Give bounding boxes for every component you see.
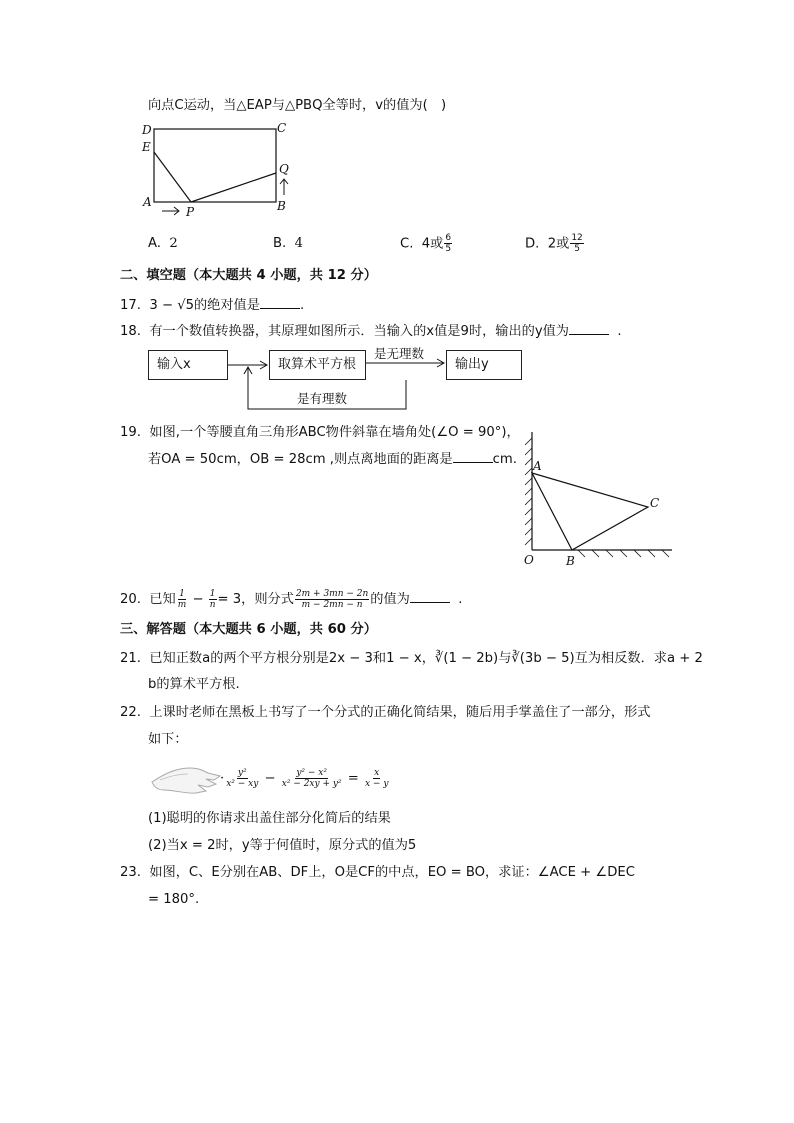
q16-option-d: D. 2或 $\frac{12}{5}$	[525, 233, 583, 254]
q16-stem-tail: 向点C运动，当△EAP与△PBQ全等时，v的值为( )	[148, 98, 447, 113]
flow-input-box: 输入x	[148, 350, 228, 380]
q16-option-b: B. 4	[273, 236, 304, 251]
q22-expression: · $\frac{\text{y²}}{\text{x² − xy}}$ − $\frac{\text{y² − x²}}{\text{x² − 2xy + y²}}$ = $\frac{x}{x - y}$	[220, 768, 389, 789]
q16-option-c: C. 4或 $\frac{6}{5}$	[400, 233, 452, 254]
label-E: E	[142, 140, 151, 154]
q19-wall-corner-figure	[512, 428, 682, 570]
q21-line1: 21. 已知正数a的两个平方根分别是2x − 3和1 − x，∛(1 − 2b)与∛(3b − 5)互为相反数．求a + 2	[120, 651, 703, 666]
q22-line1: 22. 上课时老师在黑板上书写了一个分式的正确化简结果，随后用手掌盖住了一部分，形式	[120, 705, 651, 720]
q22-sub1: (1)聪明的你请求出盖住部分化简后的结果	[148, 811, 391, 826]
label-A: A	[143, 195, 152, 209]
flow-label-rational: 是有理数	[297, 391, 348, 406]
label-C: C	[277, 121, 287, 135]
label-A: A	[533, 459, 542, 473]
section3-title: 三、解答题（本大题共 6 小题，共 60 分）	[120, 622, 377, 637]
q19-line2: 若OA = 50cm，OB = 28cm ,则点离地面的距离是 cm.	[148, 452, 517, 467]
label-B: B	[566, 554, 575, 568]
label-O: O	[524, 553, 534, 567]
label-D: D	[142, 123, 152, 137]
q16-option-a: A. 2	[148, 236, 178, 251]
q22-line2: 如下：	[148, 732, 188, 747]
q18: 18. 有一个数值转换器，其原理如图所示．当输入的x值是9时，输出的y值为 .	[120, 324, 622, 339]
q20: 20. 已知 $\frac{1}{m}$ − $\frac{1}{n}$ = 3，则分式 $\frac{2m + 3mn - 2n}{m - 2mn - n}$ 的值为 .	[120, 588, 463, 610]
label-B: B	[277, 199, 286, 213]
flow-sqrt-box: 取算术平方根	[269, 350, 366, 380]
flow-label-irrational: 是无理数	[374, 346, 425, 361]
section2-title: 二、填空题（本大题共 4 小题，共 12 分）	[120, 268, 377, 283]
q19-line1: 19. 如图,一个等腰直角三角形ABC物件斜靠在墙角处(∠O = 90°)，	[120, 425, 520, 440]
covering-hand-image	[150, 760, 222, 802]
label-C: C	[650, 496, 660, 510]
label-Q: Q	[279, 162, 289, 176]
q22-sub2: (2)当x = 2时，y等于何值时，原分式的值为5	[148, 838, 417, 853]
q17: 17. 3 − √5的绝对值是 .	[120, 298, 305, 313]
flow-output-box: 输出y	[446, 350, 522, 380]
q21-line2: b的算术平方根.	[148, 677, 240, 692]
label-P: P	[186, 205, 195, 219]
q23-line2: = 180°.	[148, 892, 200, 907]
q23-line1: 23. 如图，C、E分别在AB、DF上，O是CF的中点，EO = BO，求证：∠ACE + ∠DEC	[120, 865, 635, 880]
